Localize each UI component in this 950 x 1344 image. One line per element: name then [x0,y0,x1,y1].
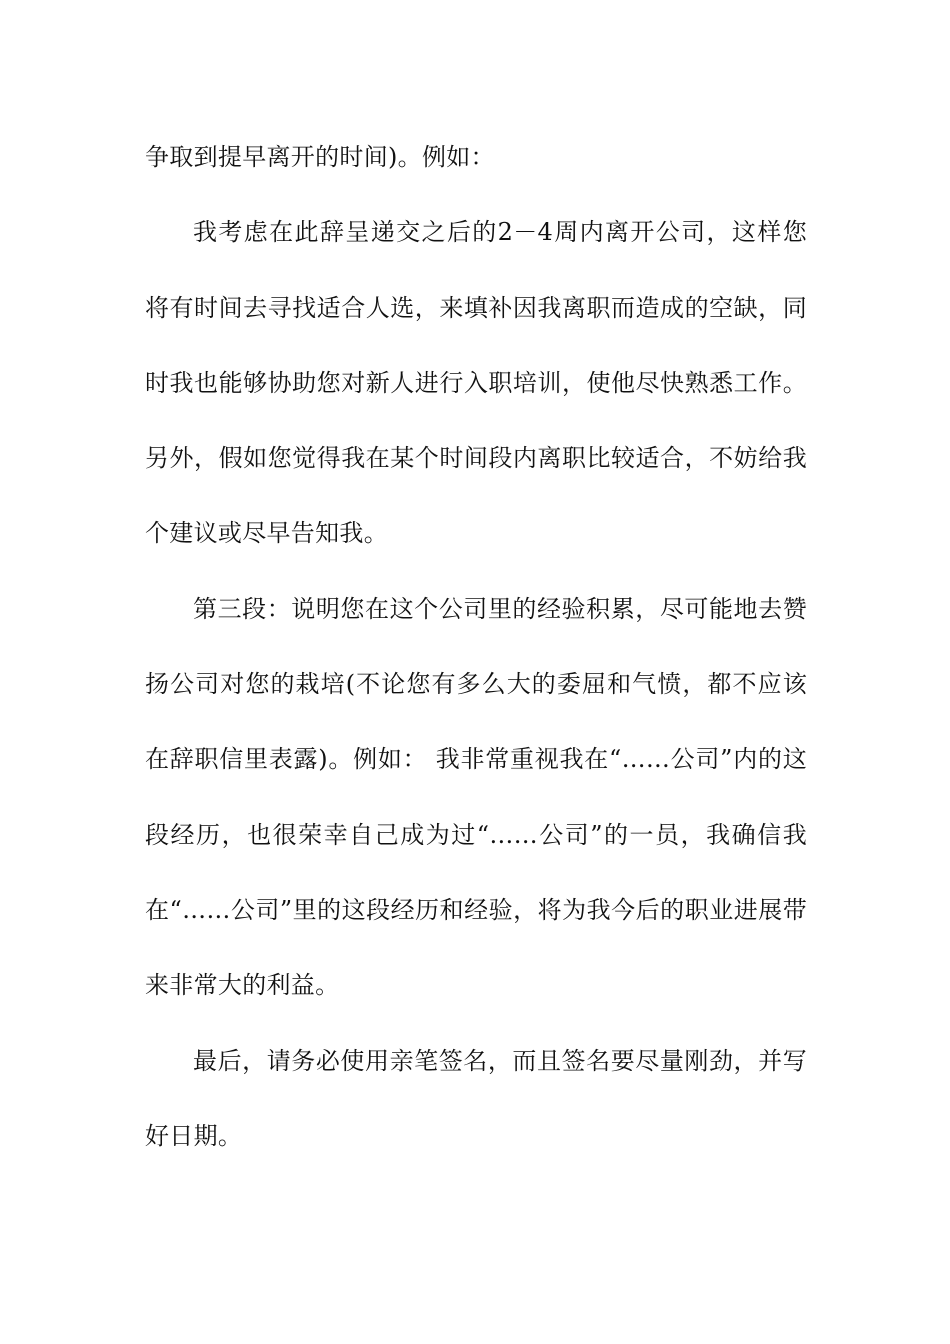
paragraph-third-section: 第三段：说明您在这个公司里的经验积累，尽可能地去赞扬公司对您的栽培(不论您有多么大的委屈和气愤，都不应该在辞职信里表露)。例如： 我非常重视我在“……公司”内的这段经历，也很荣幸自己成为过“……公司”的一员，我确信我在“……公司”里的这段经历和经验，将为我今后的职业进展带来非常大的利益。 [145,594,807,1000]
paragraph-departure-timing: 我考虑在此辞呈递交之后的2－4周内离开公司，这样您将有时间去寻找适合人选，来填补因我离职而造成的空缺，同时我也能够协助您对新人进行入职培训，使他尽快熟悉工作。另外，假如您觉得我在某个时间段内离职比较适合，不妨给我个建议或尽早告知我。 [145,218,807,548]
paragraph-signature-advice: 最后，请务必使用亲笔签名，而且签名要尽量刚劲，并写好日期。 [145,1046,807,1150]
document-body [145,120,807,1174]
paragraph-continuation: 争取到提早离开的时间)。例如： [145,143,495,171]
